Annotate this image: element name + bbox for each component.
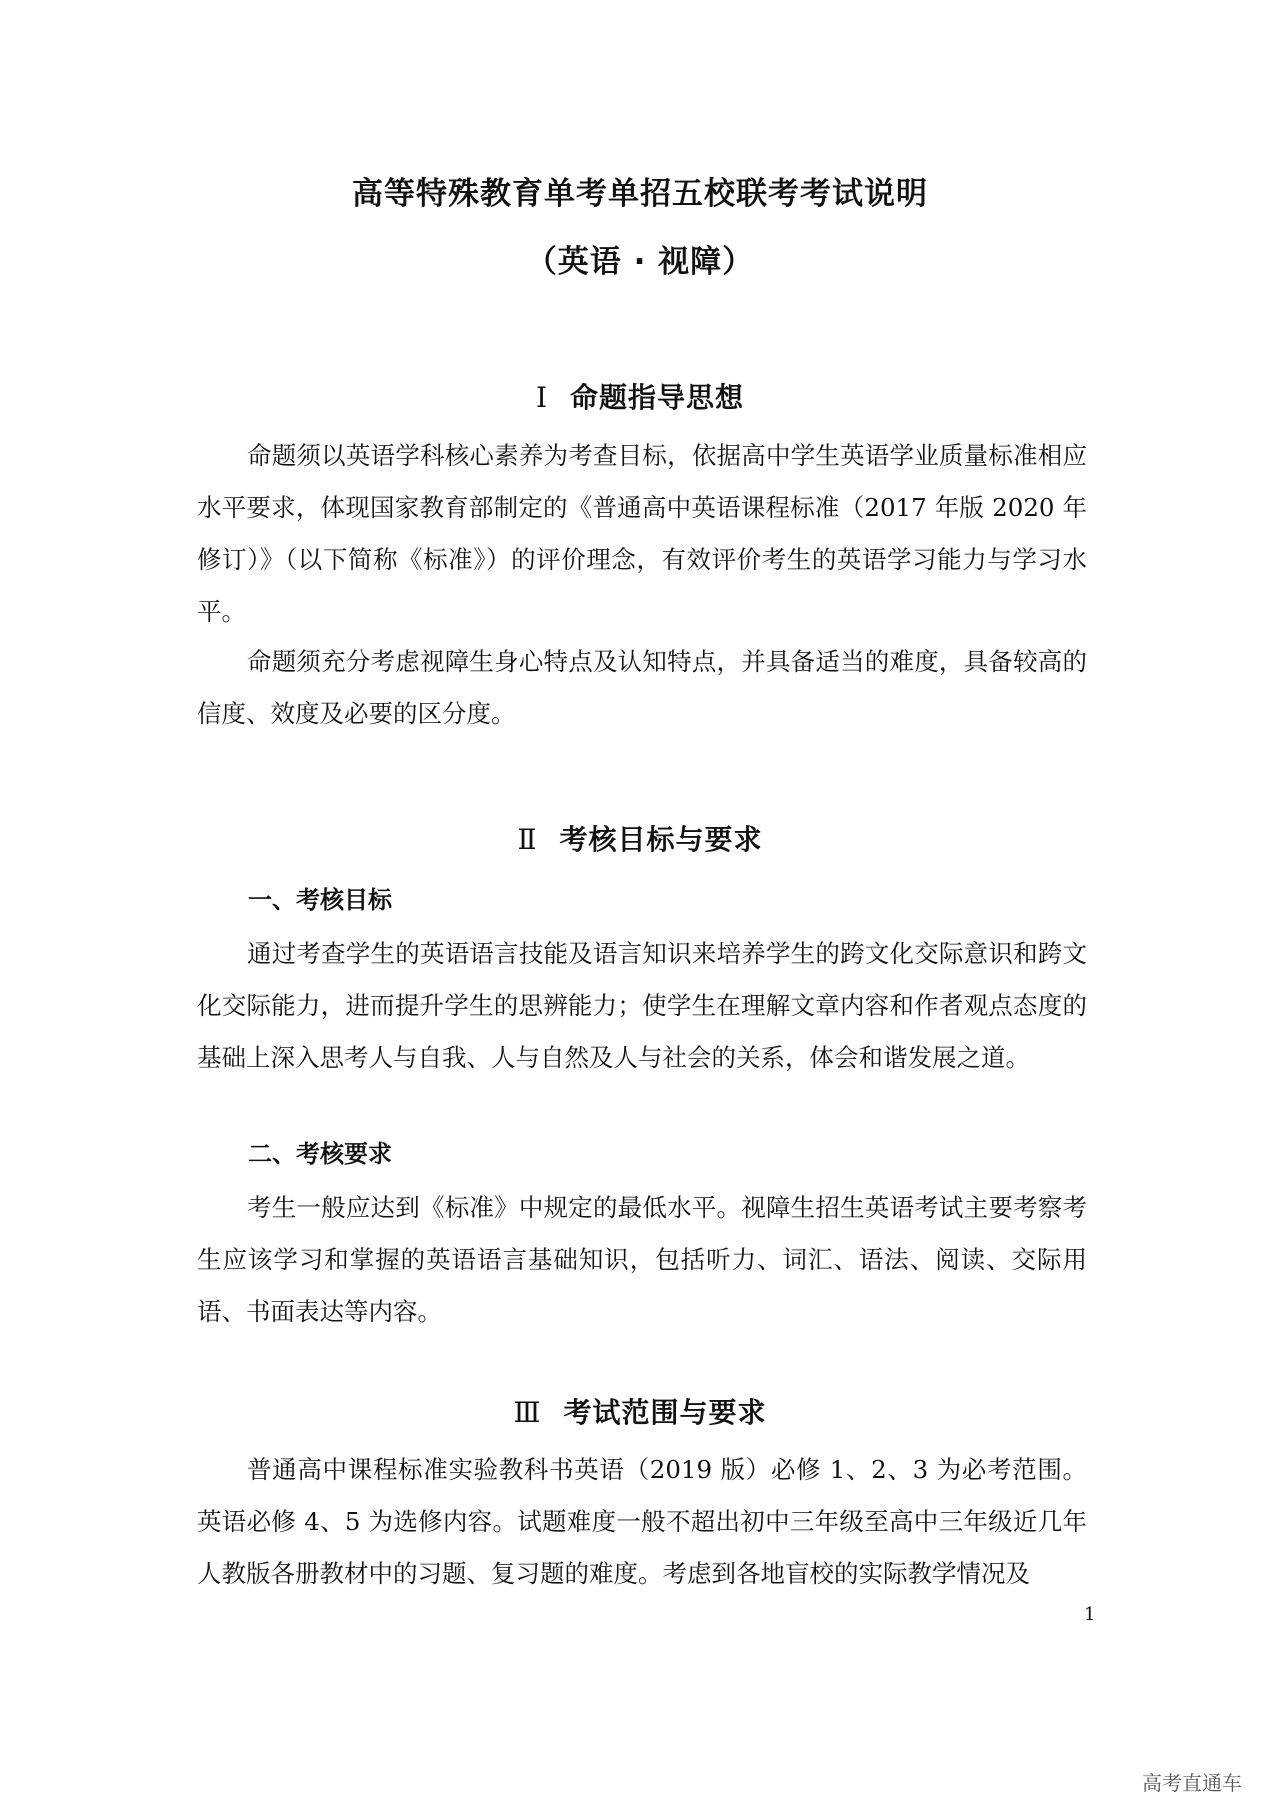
subsection-heading: 二、考核要求 — [248, 1140, 392, 1168]
section-heading-1 — [0, 376, 1280, 416]
document-title: 高等特殊教育单考单招五校联考考试说明 — [352, 176, 928, 212]
page-number: 1 — [1084, 1604, 1096, 1625]
section-number: Ⅲ — [513, 1396, 542, 1429]
section-title: 命题指导思想 — [570, 381, 745, 414]
paragraph: 通过考查学生的英语语言技能及语言知识来培养学生的跨文化交际意识和跨文化交际能力，进而提升学生的思辨能力；使学生在理解文章内容和作者观点态度的基础上深入思考人与自我、人与自然及人与社会的关系，体会和谐发展之道。 — [197, 939, 1087, 1072]
section-title: 考试范围与要求 — [563, 1396, 767, 1429]
section-title: 考核目标与要求 — [559, 823, 763, 856]
section-heading-3 — [0, 1391, 1280, 1431]
paragraph: 命题须充分考虑视障生身心特点及认知特点，并具备适当的难度，具备较高的信度、效度及必要的区分度。 — [197, 647, 1087, 728]
section-number: Ⅱ — [517, 823, 538, 856]
subsection-heading: 一、考核目标 — [248, 886, 392, 914]
paragraph: 考生一般应达到《标准》中规定的最低水平。视障生招生英语考试主要考察考生应该学习和掌握的英语语言基础知识，包括听力、词汇、语法、阅读、交际用语、书面表达等内容。 — [197, 1193, 1087, 1326]
paragraph: 普通高中课程标准实验教科书英语（2019 版）必修 1、2、3 为必考范围。英语必修 4、5 为选修内容。试题难度一般不超出初中三年级至高中三年级近几年人教版各册教材中的习题、复习题的难度。考虑到各地盲校的实际教学情况及 — [197, 1455, 1087, 1588]
paragraph: 命题须以英语学科核心素养为考查目标，依据高中学生英语学业质量标准相应水平要求，体现国家教育部制定的《普通高中英语课程标准（2017 年版 2020 年修订）》（以下简称《标准》）的评价理念，有效评价考生的英语学习能力与学习水平。 — [197, 441, 1087, 626]
document-subtitle: （英语 · 视障） — [525, 244, 755, 280]
section-number: Ⅰ — [535, 381, 549, 414]
section-heading-2 — [0, 818, 1280, 858]
watermark: 高考直通车 — [1142, 1771, 1242, 1795]
